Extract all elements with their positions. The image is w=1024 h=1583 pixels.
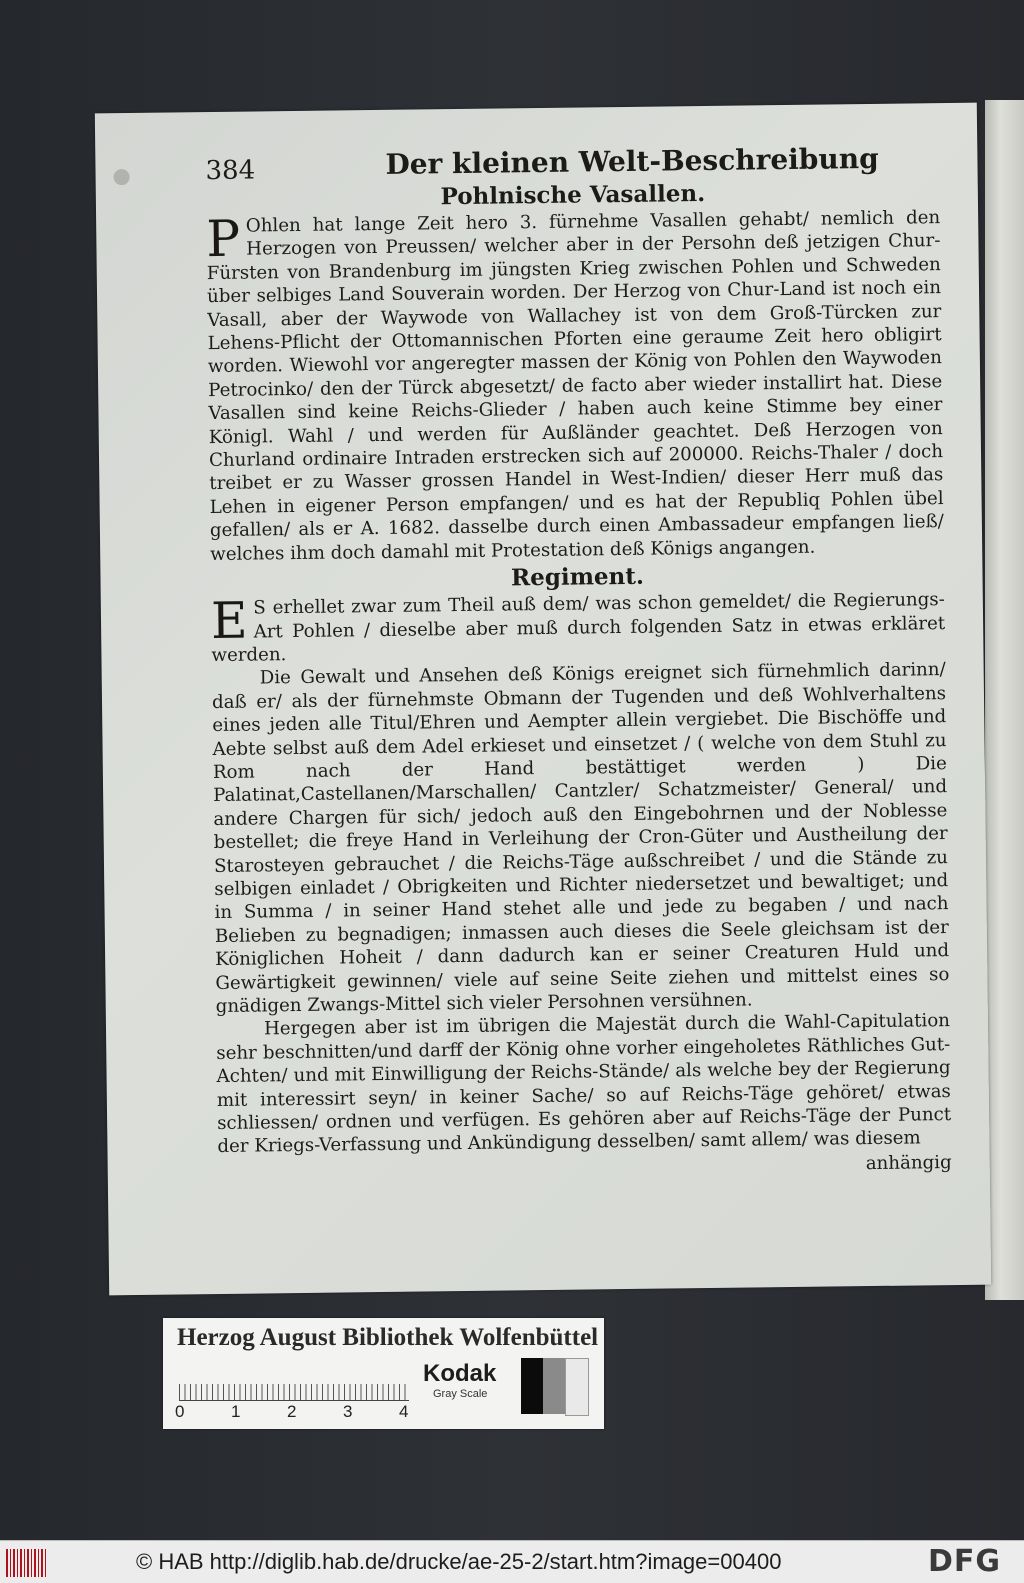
ruler-label: 2 — [287, 1402, 297, 1421]
paragraph-regiment-intro — [211, 588, 946, 667]
section-title-regiment: Regiment. — [510, 562, 645, 592]
gray-scale-label: Gray Scale — [433, 1388, 488, 1400]
page-text-block — [205, 141, 952, 1182]
kodak-logo: Kodak — [423, 1360, 497, 1387]
gray-swatch-black — [521, 1358, 543, 1414]
color-target-card — [163, 1318, 604, 1429]
ruler-labels — [175, 1402, 415, 1422]
paragraph-text: Ohlen hat lange Zeit hero 3. fürnehme Vasallen gehabt/ nemlich den Herzogen von Preussen/ welcher aber in der Persohn deß jetzigen Chur-Fürsten von Brandenburg im jüngsten Krieg zwischen Pohlen und Schweden über selbiges Land Souverain worden. Der Herzog von Chur-Land ist noch ein Vasall, aber der Waywode von Wallachey ist von dem Groß-Türcken zur Lehens-Pflicht der Ottomannischen Pforten eine geraume Zeit hero obligirt worden. Wiewohl vor angeregter massen der König von Pohlen den Waywoden Petrocinko/ den der Türck abgesetzt/ de facto aber wieder installirt hat. Diese Vasallen sind keine Reichs-Glieder / haben auch keine Stimme bey einer Königl. Wahl / und werden für Außländer geachtet. Deß Herzogen von Churland ordinaire Intraden erstrecken sich auf 200000. Reichs-Thaler / doch treibet er zu Wasser grossen Handel in West-Indien/ dieser Herr muß das Lehen in eigener Person empfangen/ und es hat der Republiq Pohlen übel gefallen/ als er A. 1682. dasselbe durch einen Ambassadeur empfangen ließ/ welches ihm doch damahl mit Protestation deß Königs angangen. — [206, 207, 944, 565]
dropcap: P — [206, 209, 241, 269]
paragraph-hergegen: Hergegen aber ist im übrigen die Majestät durch die Wahl-Capitulation sehr beschnitten/und darff der König ohne vorher eingeholetes Räthliches Gut-Achten/ und mit Einwilligung der Reichs-Stände/ als welche bey der Regierung mit interessirt seyn/ in keiner Sache/ so auf Reichs-Täge gehöret/ etwas schliessen/ ordnen und verfügen. Es gehören aber auf Reichs-Täge der Punct der Kriegs-Verfassung und Ankündigung desselben/ samt allem/ was diesem — [216, 1010, 952, 1158]
ruler-label: 4 — [399, 1402, 409, 1421]
next-page-edge — [985, 100, 1024, 1300]
page-number: 384 — [205, 155, 256, 187]
ruler-label: 3 — [343, 1402, 353, 1421]
paragraph-gewalt: Die Gewalt und Ansehen deß Königs ereignet sich fürnehmlich darinn/ daß er/ als der fürnehmste Obmann der Tugenden und deß Wohlverhaltens eines jeden alle Titul/Ehren und Aempter allein vergiebet. Die Bischöffe und Aebte selbst auß dem Adel erkieset und einsetzet / ( welche von dem Stuhl zu Rom nach der Hand bestättiget werden ) Die Palatinat,Castellanen/Marschallen/ Cantzler/ Schatzmeister/ General/ und andere Chargen für sich/ jedoch auß den Eingebohrnen und der Noblesse bestellet; die freye Hand in Verleihung der Cron-Güter und Austheilung der Starosteyen gebrauchet / die Reichs-Täge außschreibet / und die Stände zu selbigen einladet / Obrigkeiten und Richter niedersetzet und bewaltiget; und in Summa / in seiner Hand stehet alle und jede zu begaben / und nach Belieben zu begnadigen; inmassen auch dieses die Seele gleichsam ist der Königlichen Hoheit / dann dadurch kan er seiner Creaturen Huld und Gewärtigkeit gewinnen/ viele auf seine Seite ziehen und mittelst eines so gnädigen Zwangs-Mittel sich vieler Persohnen versühnen. — [211, 659, 950, 1018]
running-head: Der kleinen Welt-Beschreibung — [385, 141, 879, 181]
barcode-icon — [6, 1549, 48, 1577]
paragraph-text: S erhellet zwar zum Theil auß dem/ was schon gemeldet/ die Regierungs-Art Pohlen / dieselbe aber muß durch folgenden Satz in etwas erkläret werden. — [211, 589, 946, 666]
catchword: anhängig — [865, 1151, 952, 1174]
gray-swatch-mid — [543, 1358, 565, 1414]
dfg-logo: DFG — [928, 1544, 1002, 1579]
institution-label: Herzog August Bibliothek Wolfenbüttel — [177, 1324, 599, 1351]
ruler-label: 1 — [231, 1402, 241, 1421]
dropcap: E — [210, 591, 248, 651]
paragraph-vasallen — [206, 206, 944, 566]
paper-blemish — [113, 169, 129, 185]
book-page — [95, 103, 991, 1296]
ruler-label: 0 — [175, 1402, 185, 1421]
section-title-vasallen: Pohlnische Vasallen. — [440, 179, 706, 211]
gray-swatch-white — [565, 1358, 589, 1416]
footer-credit-link[interactable]: © HAB http://diglib.hab.de/drucke/ae-25-2/start.htm?image=00400 — [136, 1549, 782, 1574]
ruler-scale — [179, 1370, 409, 1401]
footer-bar — [0, 1540, 1024, 1583]
